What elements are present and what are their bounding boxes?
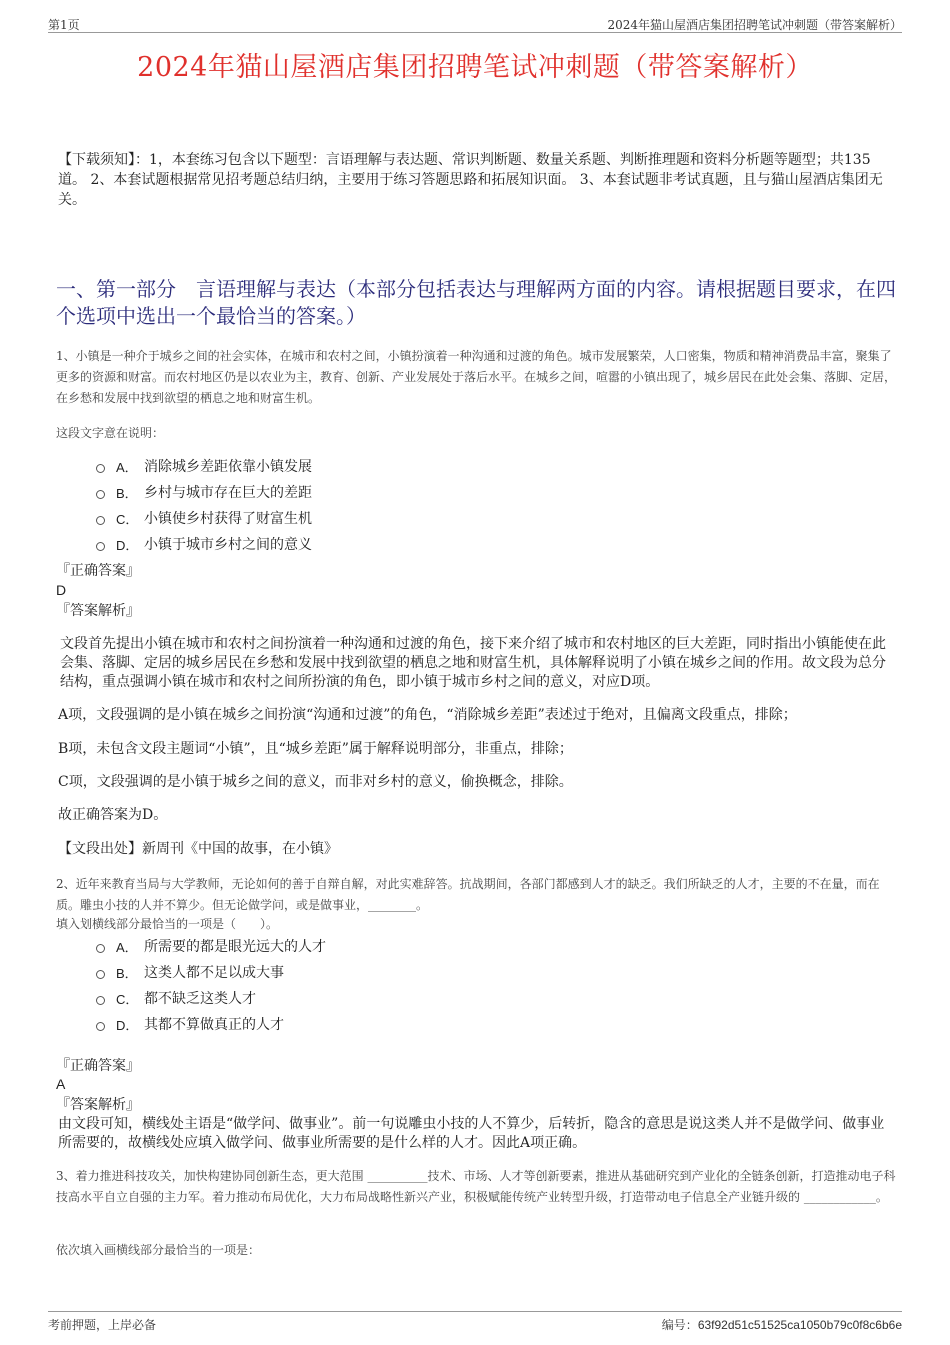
analysis-paragraph: A项，文段强调的是小镇在城乡之间扮演“沟通和过渡”的角色，“消除城乡差距”表述过于绝对，且偏离文段重点，排除； (58, 707, 797, 723)
analysis-paragraph: B项，未包含文段主题词“小镇”，且“城乡差距”属于解释说明部分，非重点，排除； (58, 741, 573, 757)
radio-icon[interactable] (96, 996, 105, 1005)
radio-icon[interactable] (96, 490, 105, 499)
option-c[interactable]: C． 都不缺乏这类人才 (96, 985, 326, 1011)
section-heading: 一、第一部分 言语理解与表达（本部分包括表达与理解两方面的内容。请根据题目要求，在四个选项中选出一个最恰当的答案。） (56, 277, 896, 328)
radio-icon[interactable] (96, 970, 105, 979)
question-1-prompt: 这段文字意在说明： (56, 426, 165, 440)
option-b[interactable]: B． 这类人都不足以成大事 (96, 959, 326, 985)
option-a[interactable]: A． 消除城乡差距依靠小镇发展 (96, 453, 312, 479)
question-2-text: 2、近年来教育当局与大学教师，无论如何的善于自辩自解，对此实难辞答。抗战期间，各部门都感到人才的缺乏。我们所缺乏的人才，主要的不在量，而在质。雕虫小技的人并不算少。但无论做学问，或是做事业，________。 (56, 877, 880, 912)
page-footer (48, 1311, 902, 1332)
analysis-paragraph: C项，文段强调的是小镇于城乡之间的意义，而非对乡村的意义，偷换概念，排除。 (58, 774, 573, 790)
header-doc-title: 2024年猫山屋酒店集团招聘笔试冲刺题（带答案解析） (607, 18, 902, 32)
page-number: 第1页 (48, 18, 80, 32)
question-1-options (96, 453, 312, 557)
correct-answer: A (56, 1076, 66, 1092)
option-a[interactable]: A． 所需要的都是眼光远大的人才 (96, 933, 326, 959)
radio-icon[interactable] (96, 464, 105, 473)
analysis-label: 『答案解析』 (56, 603, 140, 619)
answer-label: 『正确答案』 (56, 563, 140, 579)
question-3-prompt: 依次填入画横线部分最恰当的一项是： (56, 1243, 261, 1257)
option-d[interactable]: D． 小镇于城市乡村之间的意义 (96, 531, 312, 557)
radio-icon[interactable] (96, 542, 105, 551)
page-header (48, 14, 902, 33)
radio-icon[interactable] (96, 944, 105, 953)
document-title: 2024年猫山屋酒店集团招聘笔试冲刺题（带答案解析） (137, 52, 813, 83)
question-2-options (96, 933, 326, 1037)
footer-slogan: 考前押题，上岸必备 (48, 1318, 157, 1332)
option-c[interactable]: C． 小镇使乡村获得了财富生机 (96, 505, 312, 531)
question-2-prompt: 填入划横线部分最恰当的一项是（ ）。 (56, 917, 279, 931)
analysis-label: 『答案解析』 (56, 1097, 140, 1113)
source-citation: 【文段出处】新周刊《中国的故事，在小镇》 (58, 841, 338, 857)
option-d[interactable]: D． 其都不算做真正的人才 (96, 1011, 326, 1037)
option-b[interactable]: B． 乡村与城市存在巨大的差距 (96, 479, 312, 505)
answer-label: 『正确答案』 (56, 1058, 140, 1074)
question-1-text: 1、小镇是一种介于城乡之间的社会实体，在城市和农村之间，小镇扮演着一种沟通和过渡的角色。城市发展繁荣，人口密集，物质和精神消费品丰富，聚集了更多的资源和财富。而农村地区仍是以农业为主，教育、创新、产业发展处于落后水平。在城乡之间，喧嚣的小镇出现了，城乡居民在此处会集、落脚、定居，在乡愁和发展中找到欲望的栖息之地和财富生机。 (56, 349, 897, 405)
document-id: 编号：63f92d51c51525ca1050b79c0f8c6b6e (661, 1318, 902, 1332)
question-3-text: 3、着力推进科技攻关，加快构建协同创新生态，更大范围 __________技术、市场、人才等创新要素，推进从基础研究到产业化的全链条创新，打造推动电子科技高水平自立自强的主力军。着力推动布局优化，大力布局战略性新兴产业，积极赋能传统产业转型升级，打造带动电子信息全产业链升级的 ____________。 (56, 1169, 896, 1204)
correct-answer: D (56, 582, 67, 598)
radio-icon[interactable] (96, 516, 105, 525)
download-notice: 【下载须知】：1，本套练习包含以下题型：言语理解与表达题、常识判断题、数量关系题、判断推理题和资料分析题等题型；共135道。 2、本套试题根据常见招考题总结归纳，主要用于练习答题思路和拓展知识面。 3、本套试题非考试真题，且与猫山屋酒店集团无关。 (58, 152, 883, 208)
radio-icon[interactable] (96, 1022, 105, 1031)
analysis-paragraph: 故正确答案为D。 (58, 807, 168, 823)
analysis-paragraph: 文段首先提出小镇在城市和农村之间扮演着一种沟通和过渡的角色，接下来介绍了城市和农村地区的巨大差距，同时指出小镇能使在此会集、落脚、定居的城乡居民在乡愁和发展中找到欲望的栖息之地和财富生机，具体解释说明了小镇在城乡之间的作用。故文段为总分结构，重点强调小镇在城市和农村之间所扮演的角色，即小镇于城市乡村之间的意义，对应D项。 (60, 636, 886, 690)
analysis-paragraph: 由文段可知，横线处主语是“做学问、做事业”。前一句说雕虫小技的人不算少，后转折，隐含的意思是说这类人并不是做学问、做事业所需要的，故横线处应填入做学问、做事业所需要的是什么样的人才。因此A项正确。 (58, 1116, 885, 1151)
